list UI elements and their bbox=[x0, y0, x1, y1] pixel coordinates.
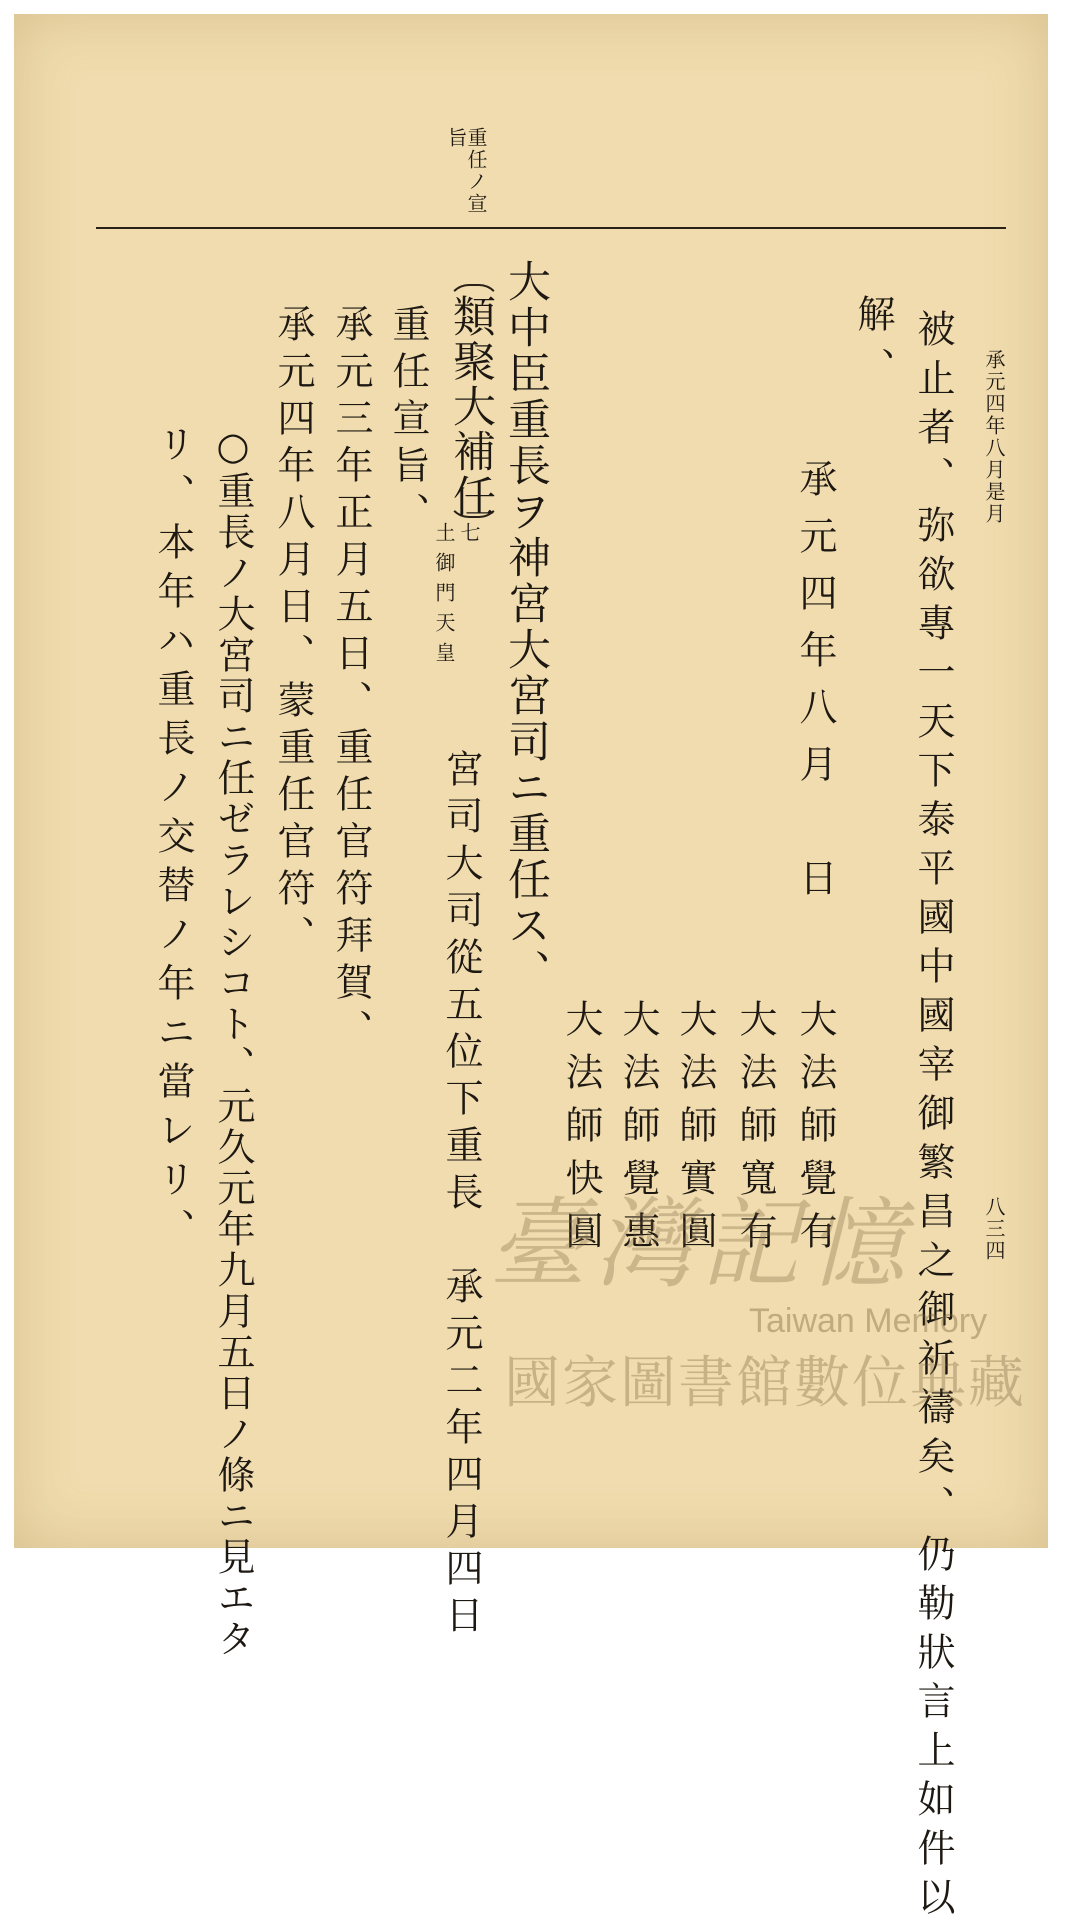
text-line: ○重長ノ大宮司ニ任ゼラレシコト、元久元年九月五日ノ條ニ見エタ bbox=[211, 424, 255, 1660]
signatory: 大法師實圓 bbox=[673, 999, 717, 1264]
text-line: 承元三年正月五日、重任官符拜賀、 bbox=[329, 304, 373, 1056]
source-note: 土御門天皇 bbox=[432, 522, 456, 672]
watermark-subtitle: 國家圖書館數位典藏 bbox=[504, 1351, 1026, 1416]
text-line: 宮司大司從五位下重長 承元二年四月四日 bbox=[439, 749, 483, 1642]
watermark-english: Taiwan Memory bbox=[749, 1302, 988, 1340]
text-line: 承元四年八月日、蒙重任官符、 bbox=[271, 304, 315, 962]
marginal-note-2: 旨 bbox=[444, 127, 468, 149]
signatory: 大法師覺有 bbox=[793, 999, 837, 1264]
signatory: 大法師快圓 bbox=[559, 999, 603, 1264]
date-line: 承元四年八月 日 bbox=[793, 459, 837, 915]
source-title: 類聚大補任 bbox=[446, 294, 496, 519]
source-note: 七 bbox=[457, 522, 481, 544]
page-number: 八三四 bbox=[982, 1196, 1006, 1262]
text-column: 解、 bbox=[851, 294, 895, 400]
watermark-logo: 臺灣記憶 bbox=[489, 1188, 914, 1302]
chapter-header: 承元四年八月是月 bbox=[982, 349, 1006, 525]
signatory: 大法師寬有 bbox=[733, 999, 777, 1264]
text-line: リ、本年ハ重長ノ交替ノ年ニ當レリ、 bbox=[151, 424, 195, 1257]
text-line: 重任宣旨、 bbox=[386, 304, 430, 539]
header-rule bbox=[96, 227, 1006, 229]
marginal-note: 重任ノ宣 bbox=[464, 127, 488, 215]
signatory: 大法師覺惠 bbox=[616, 999, 660, 1264]
text-column: 被止者、弥欲專一天下泰平國中國宰御繁昌之御祈禱矣、仍勒狀言上如件以 bbox=[911, 309, 955, 1926]
entry-title: 大中臣重長ヲ神宮大宮司ニ重任ス、 bbox=[501, 259, 551, 995]
scanned-page bbox=[14, 14, 1048, 1926]
